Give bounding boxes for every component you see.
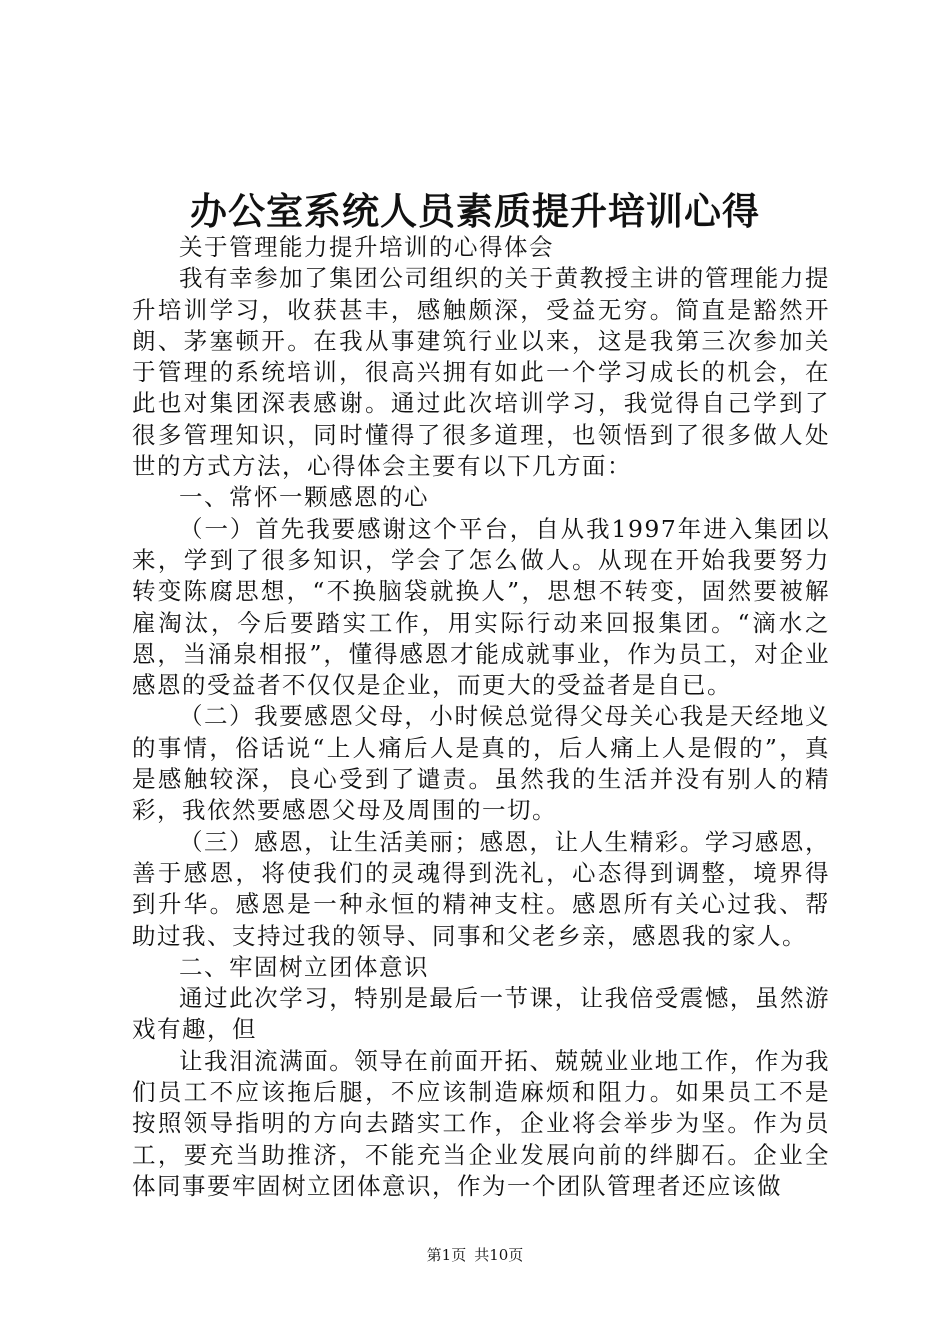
section-heading-1: 一、常怀一颗感恩的心 <box>179 483 429 512</box>
intro-paragraph: 我有幸参加了集团公司组织的关于黄教授主讲的管理能力提升培训学习，收获甚丰，感触颇深，受益无穷。简直是豁然开朗、茅塞顿开。在我从事建筑行业以来，这是我第三次参加关于管理的系统培训，很高兴拥有如此一个学习成长的机会，在此也对集团深表感谢。通过此次培训学习，我觉得自己学到了很多管理知识，同时懂得了很多道理，也领悟到了很多做人处世的方式方法，心得体会主要有以下几方面： <box>132 264 830 481</box>
body-paragraph: 让我泪流满面。领导在前面开拓、兢兢业业地工作，作为我们员工不应该拖后腿，不应该制造麻烦和阻力。如果员工不是按照领导指明的方向去踏实工作，企业将会举步为坚。作为员工，要充当助推济，不能充当企业发展向前的绊脚石。企业全体同事要牢固树立团体意识，作为一个团队管理者还应该做 <box>132 1046 830 1200</box>
body-paragraph: （三）感恩，让生活美丽；感恩，让人生精彩。学习感恩，善于感恩，将使我们的灵魂得到洗礼，心态得到调整，境界得到升华。感恩是一种永恒的精神支柱。感恩所有关心过我、帮助过我、支持过我的领导、同事和父老乡亲，感恩我的家人。 <box>132 827 830 950</box>
subtitle-paragraph: 关于管理能力提升培训的心得体会 <box>179 233 554 261</box>
body-paragraph: （一）首先我要感谢这个平台，自从我1997年进入集团以来，学到了很多知识，学会了怎么做人。从现在开始我要努力转变陈腐思想，“不换脑袋就换人”，思想不转变，固然要被解雇淘汰，今后要踏实工作，用实际行动来回报集团。“滴水之恩，当涌泉相报”，懂得感恩才能成就事业，作为员工，对企业感恩的受益者不仅仅是企业，而更大的受益者是自已。 <box>132 514 830 700</box>
body-paragraph: 通过此次学习，特别是最后一节课，让我倍受震憾，虽然游戏有趣，但 <box>132 984 830 1044</box>
page-footer <box>0 1245 950 1265</box>
document-title: 办公室系统人员素质提升培训心得 <box>190 189 760 233</box>
document-body <box>132 232 830 1202</box>
section-heading-2: 二、牢固树立团体意识 <box>179 952 429 981</box>
page-number: 第1页 <box>426 1246 467 1264</box>
body-paragraph: （二）我要感恩父母，小时候总觉得父母关心我是天经地义的事情，俗话说“上人痛后人是真的，后人痛上人是假的”，真是感触较深，良心受到了谴责。虽然我的生活并没有别人的精彩，我依然要感恩父母及周围的一切。 <box>132 702 830 825</box>
page-total: 共10页 <box>474 1246 524 1264</box>
